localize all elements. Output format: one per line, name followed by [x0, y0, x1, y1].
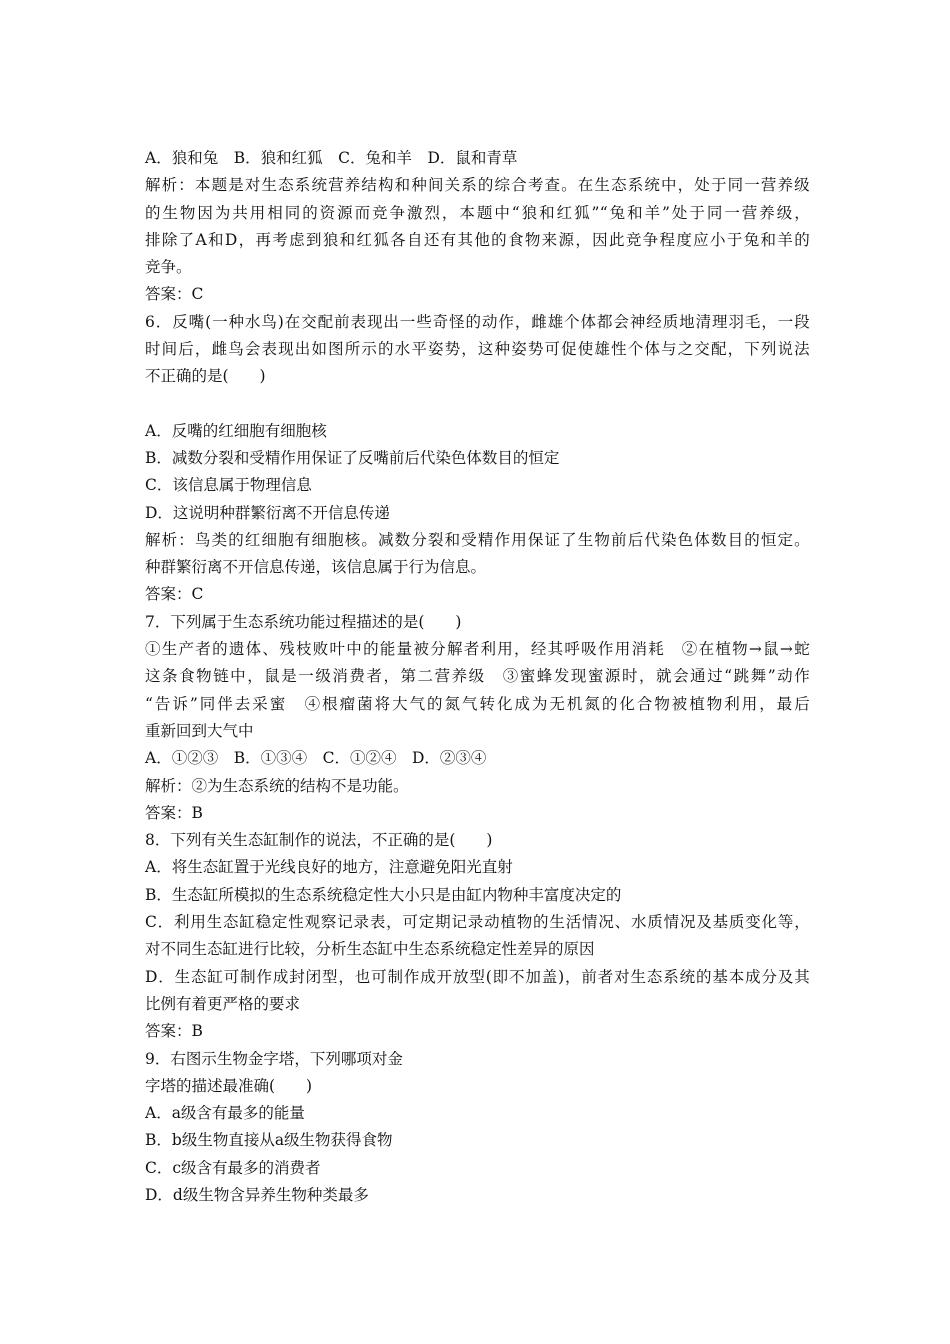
q6-answer: 答案：C [145, 585, 204, 604]
document-body [145, 145, 810, 1209]
q5-analysis-line: 的生物因为共用相同的资源而竞争激烈，本题中“狼和红狐”“兔和羊”处于同一营养级， [145, 203, 810, 222]
q6-option-d: D．这说明种群繁衍离不开信息传递 [145, 503, 390, 522]
q7-stem-line: ①生产者的遗体、残枝败叶中的能量被分解者利用，经其呼吸作用消耗 ②在植物→鼠→蛇 [145, 640, 810, 659]
q7-stem-line: “告诉”同伴去采蜜 ④根瘤菌将大气的氮气转化成为无机氮的化合物被植物利用，最后 [145, 694, 810, 713]
q5-analysis-line: 竞争。 [145, 258, 192, 277]
q9-stem-line: 9．右图示生物金字塔，下列哪项对金 [145, 1049, 403, 1068]
q8-option-d-line: D．生态缸可制作成封闭型，也可制作成开放型(即不加盖)，前者对生态系统的基本成分及其 [145, 967, 810, 986]
q8-stem: 8．下列有关生态缸制作的说法，不正确的是( ) [145, 831, 493, 850]
q6-option-c: C．该信息属于物理信息 [145, 476, 312, 495]
q6-option-a: A．反嘴的红细胞有细胞核 [145, 421, 327, 440]
q7-stem-line: 这条食物链中，鼠是一级消费者，第二营养级 ③蜜蜂发现蜜源时，就会通过“跳舞”动作 [145, 667, 810, 686]
q6-stem-line: 6．反嘴(一种水鸟)在交配前表现出一些奇怪的动作，雌雄个体都会神经质地清理羽毛，一段 [145, 312, 810, 331]
q6-stem-line: 不正确的是( ) [145, 367, 266, 386]
q6-stem-line: 时间后，雌鸟会表现出如图所示的水平姿势，这种姿势可促使雄性个体与之交配，下列说法 [145, 340, 810, 359]
q6-analysis-line: 解析：鸟类的红细胞有细胞核。减数分裂和受精作用保证了生物前后代染色体数目的恒定。 [145, 530, 810, 549]
q7-answer: 答案：B [145, 803, 203, 822]
figure-placeholder [145, 391, 810, 418]
q6-option-b: B．减数分裂和受精作用保证了反嘴前后代染色体数目的恒定 [145, 448, 560, 467]
q7-stem-line: 重新回到大气中 [145, 721, 254, 740]
q7-options: A．①②③ B．①③④ C．①②④ D．②③④ [145, 749, 487, 768]
q8-option-b: B．生态缸所模拟的生态系统稳定性大小只是由缸内物种丰富度决定的 [145, 885, 622, 904]
q5-analysis-line: 解析：本题是对生态系统营养结构和种间关系的综合考查。在生态系统中，处于同一营养级 [145, 176, 810, 195]
q7-stem-line: 7．下列属于生态系统功能过程描述的是( ) [145, 612, 462, 631]
q8-option-a: A．将生态缸置于光线良好的地方，注意避免阳光直射 [145, 858, 513, 877]
q9-option-d: D．d级生物含异养生物种类最多 [145, 1185, 369, 1204]
q8-answer: 答案：B [145, 1022, 203, 1041]
q9-option-b: B．b级生物直接从a级生物获得食物 [145, 1131, 393, 1150]
q5-answer: 答案：C [145, 285, 204, 304]
q7-analysis: 解析：②为生态系统的结构不是功能。 [145, 776, 409, 795]
q9-option-c: C．c级含有最多的消费者 [145, 1158, 321, 1177]
q5-options: A．狼和兔 B．狼和红狐 C．兔和羊 D．鼠和青草 [145, 149, 518, 167]
q6-analysis-line: 种群繁衍离不开信息传递，该信息属于行为信息。 [145, 558, 487, 577]
q8-option-c-line: 对不同生态缸进行比较，分析生态缸中生态系统稳定性差异的原因 [145, 940, 595, 959]
q9-stem-line: 字塔的描述最准确( ) [145, 1076, 313, 1095]
q5-analysis-line: 排除了A和D，再考虑到狼和红狐各自还有其他的食物来源，因此竞争程度应小于兔和羊的 [145, 230, 810, 249]
q9-option-a: A．a级含有最多的能量 [145, 1104, 305, 1123]
q8-option-c-line: C．利用生态缸稳定性观察记录表，可定期记录动植物的生活情况、水质情况及基质变化等， [145, 913, 810, 932]
q8-option-d-line: 比例有着更严格的要求 [145, 994, 301, 1013]
